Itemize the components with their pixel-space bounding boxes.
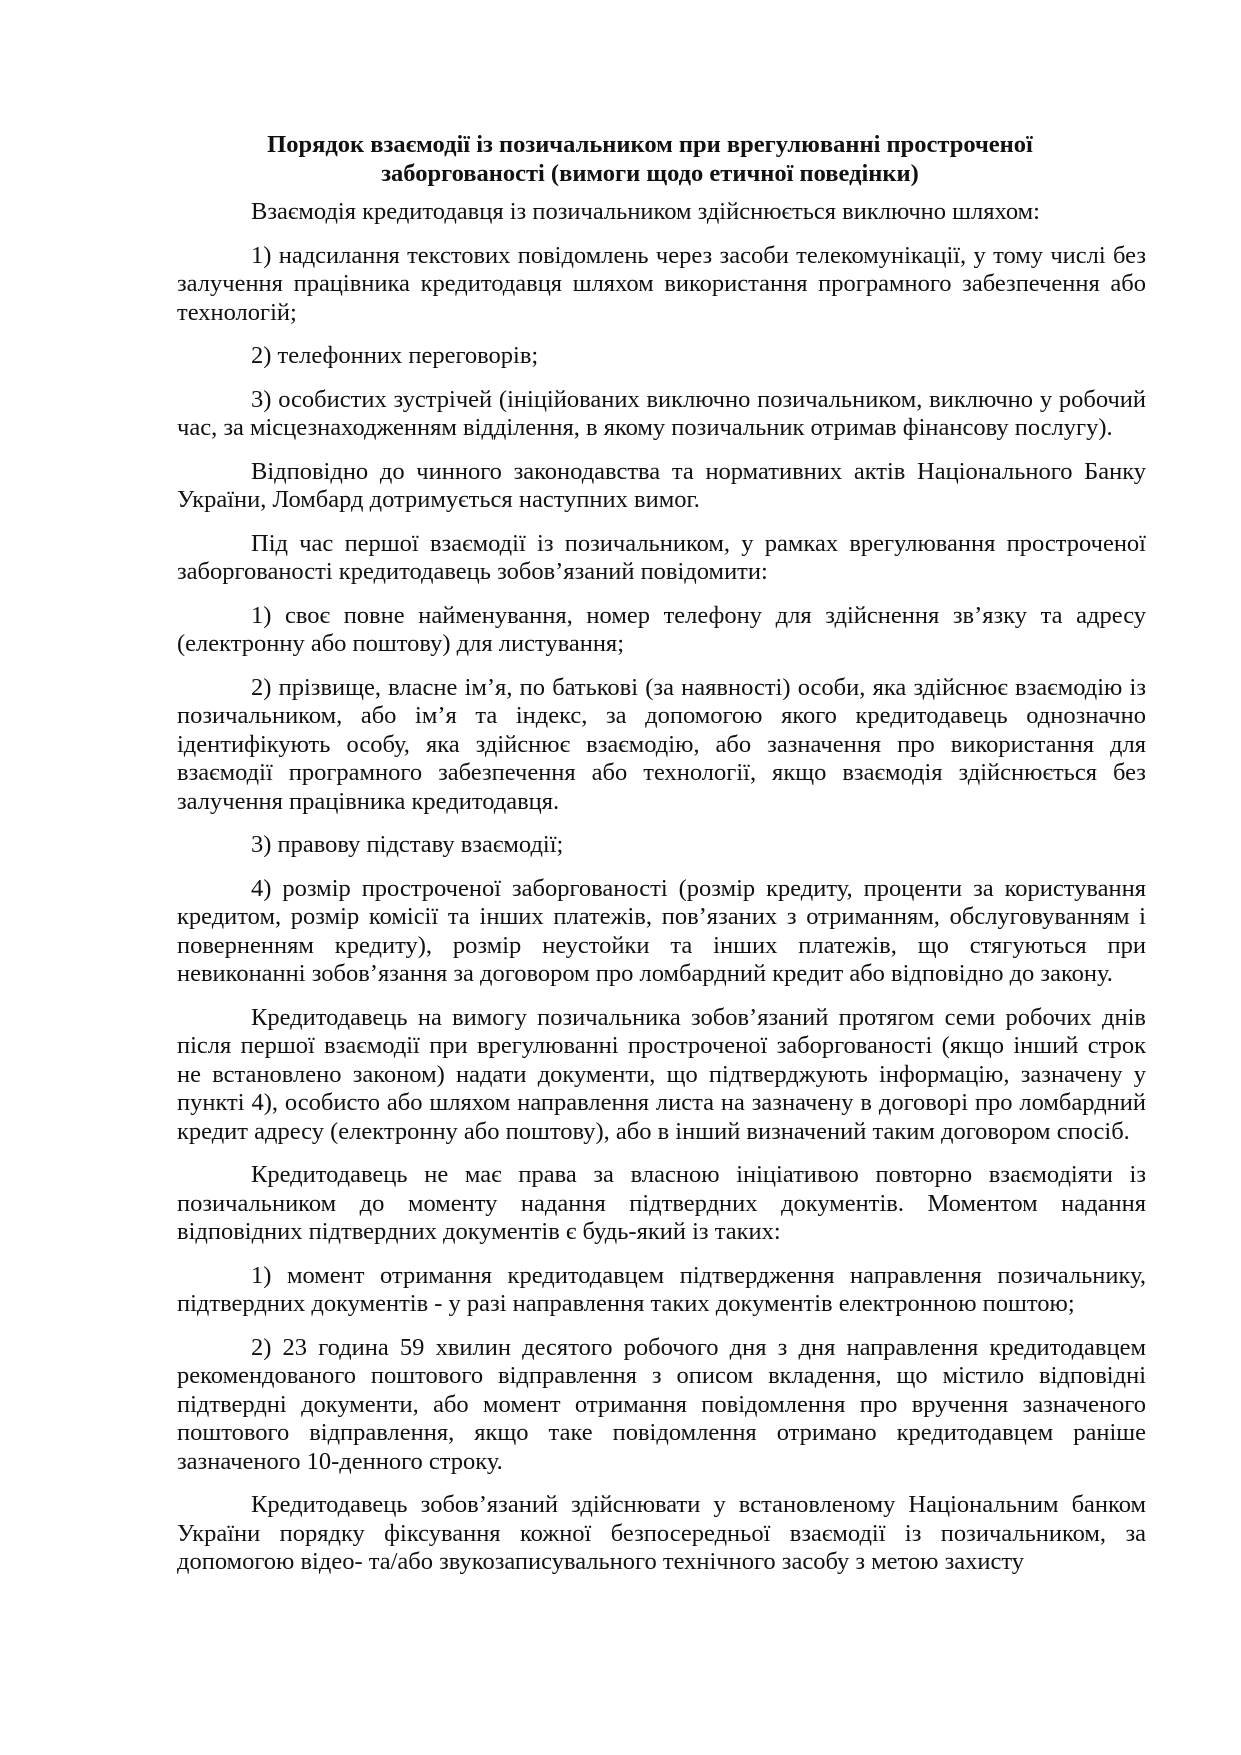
paragraph-item-text-messages: 1) надсилання текстових повідомлень через засоби телекомунікації, у тому числі без залучення працівника кредитодавця шляхом використання програмного забезпечення або технологій;: [177, 241, 1146, 326]
paragraph-interaction-ways: Взаємодія кредитодавця із позичальником здійснюється виключно шляхом:: [251, 198, 1040, 225]
paragraph-legal-compliance: Відповідно до чинного законодавства та нормативних актів Національного Банку України, Ломбард дотримується наступних вимог.: [177, 457, 1146, 513]
document-title: Порядок взаємодії із позичальником при врегулюванні простроченої заборгованості (вимоги щодо етичної поведінки): [267, 131, 1033, 187]
paragraph-item-person-identity: 2) прізвище, власне ім’я, по батькові (за наявності) особи, яка здійснює взаємодію із позичальником, або ім’я та індекс, за допомогою якого кредитодавець однозначно ідентифікують особу, яка здійснює взаємодію, або зазначення про використання для взаємодії програмного забезпечення або технології, якщо взаємодія здійснюється без залучення працівника кредитодавця.: [177, 673, 1146, 815]
paragraph-item-legal-basis: 3) правову підставу взаємодії;: [251, 831, 564, 858]
paragraph-item-debt-amount: 4) розмір простроченої заборгованості (розмір кредиту, проценти за користування кредитом, розмір комісії та інших платежів, пов’язаних з отриманням, обслуговуванням і поверненням кредиту), розмір неустойки та інших платежів, що стягуються при невиконанні зобов’язання за договором про ломбардний кредит або відповідно до закону.: [177, 874, 1146, 987]
paragraph-item-postal-moment: 2) 23 година 59 хвилин десятого робочого дня з дня направлення кредитодавцем рекомендованого поштового відправлення з описом вкладення, що містило відповідні підтвердні документи, або момент отримання повідомлення про вручення зазначеного поштового відправлення, якщо таке повідомлення отримано кредитодавцем раніше зазначеного 10-денного строку.: [177, 1333, 1146, 1475]
document-body: [177, 198, 1146, 1592]
paragraph-first-interaction: Під час першої взаємодії із позичальником, у рамках врегулювання простроченої заборгованості кредитодавець зобов’язаний повідомити:: [177, 529, 1146, 585]
paragraph-item-phone-talks: 2) телефонних переговорів;: [251, 342, 539, 369]
paragraph-item-email-moment: 1) момент отримання кредитодавцем підтвердження направлення позичальнику, підтвердних документів - у разі направлення таких документів електронною поштою;: [177, 1261, 1146, 1317]
paragraph-item-full-name: 1) своє повне найменування, номер телефону для здійснення зв’язку та адресу (електронну або поштову) для листування;: [177, 601, 1146, 657]
paragraph-no-repeat-interaction: Кредитодавець не має права за власною ініціативою повторно взаємодіяти із позичальником до моменту надання підтвердних документів. Моментом надання відповідних підтвердних документів є будь-який із таких:: [177, 1161, 1146, 1245]
paragraph-item-personal-meetings: 3) особистих зустрічей (ініційованих виключно позичальником, виключно у робочий час, за місцезнаходженням відділення, в якому позичальник отримав фінансову послугу).: [177, 385, 1146, 441]
paragraph-recording-obligation: Кредитодавець зобов’язаний здійснювати у встановленому Національним банком України порядку фіксування кожної безпосередньої взаємодії із позичальником, за допомогою відео- та/або звукозаписувального технічного засобу з метою захисту: [177, 1491, 1146, 1575]
paragraph-documents-on-request: Кредитодавець на вимогу позичальника зобов’язаний протягом семи робочих днів після першої взаємодії при врегулюванні простроченої заборгованості (якщо інший строк не встановлено законом) надати документи, що підтверджують інформацію, зазначену у пункті 4), особисто або шляхом направлення листа на зазначену в договорі про ломбардний кредит адресу (електронну або поштову), або в інший визначений таким договором спосіб.: [177, 1003, 1146, 1145]
